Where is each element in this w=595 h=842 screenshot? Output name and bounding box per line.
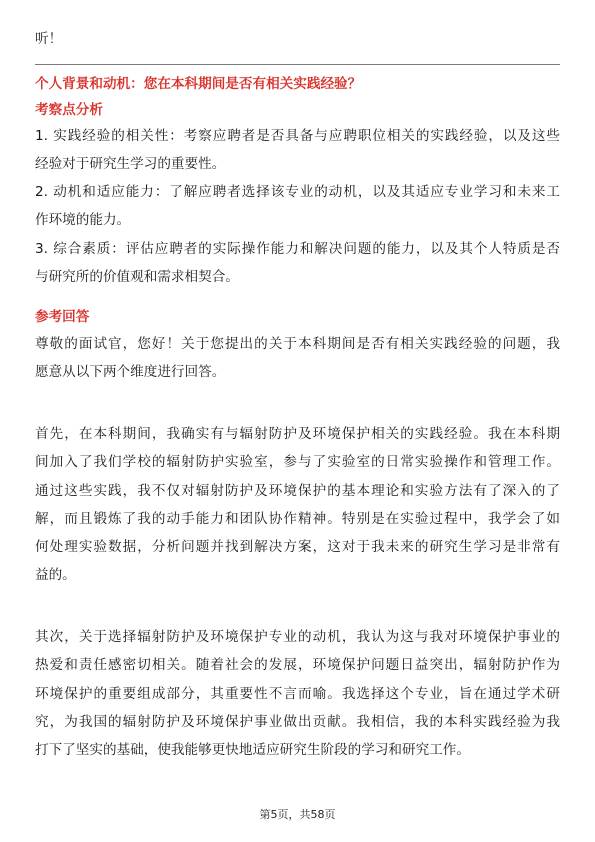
answer-intro-line: 愿意从以下两个维度进行回答。	[35, 364, 226, 380]
paragraph-1-line: 解，而且锻炼了我的动手能力和团队协作精神。特别是在实验过程中，我学会了如	[35, 511, 560, 527]
analysis-line: 2. 动机和适应能力：了解应聘者选择该专业的动机，以及其适应专业学习和未来工	[35, 184, 560, 200]
paragraph-2-line: 环境保护的重要组成部分，其重要性不言而喻。我选择这个专业，旨在通过学术研	[35, 686, 560, 702]
analysis-heading: 考察点分析	[35, 102, 103, 118]
paragraph-2-line: 究，为我国的辐射防护及环境保护事业做出贡献。我相信，我的本科实践经验为我	[35, 714, 560, 730]
paragraph-2-line: 热爱和责任感密切相关。随着社会的发展，环境保护问题日益突出，辐射防护作为	[35, 657, 560, 673]
question-title: 个人背景和动机：您在本科期间是否有相关实践经验？	[35, 76, 362, 92]
top-fragment: 听！	[35, 31, 63, 47]
paragraph-1-line: 首先，在本科期间，我确实有与辐射防护及环境保护相关的实践经验。我在本科期	[35, 426, 560, 442]
paragraph-2-line: 打下了坚实的基础，使我能够更快地适应研究生阶段的学习和研究工作。	[35, 742, 470, 758]
analysis-line: 经验对于研究生学习的重要性。	[35, 156, 226, 172]
paragraph-2-line: 其次，关于选择辐射防护及环境保护专业的动机，我认为这与我对环境保护事业的	[35, 629, 560, 645]
paragraph-1-line: 益的。	[35, 567, 76, 583]
answer-heading: 参考回答	[35, 309, 90, 325]
paragraph-1-line: 通过这些实践，我不仅对辐射防护及环境保护的基本理论和实验方法有了深入的了	[35, 483, 560, 499]
section-divider	[35, 64, 560, 65]
analysis-line: 1. 实践经验的相关性：考察应聘者是否具备与应聘职位相关的实践经验，以及这些	[35, 128, 560, 144]
page-number: 第5页，共58页	[259, 808, 336, 821]
paragraph-1-line: 何处理实验数据，分析问题并找到解决方案，这对于我未来的研究生学习是非常有	[35, 539, 560, 555]
answer-intro-line: 尊敬的面试官，您好！关于您提出的关于本科期间是否有相关实践经验的问题，我	[35, 336, 560, 352]
analysis-line: 与研究所的价值观和需求相契合。	[35, 269, 239, 285]
paragraph-1-line: 间加入了我们学校的辐射防护实验室，参与了实验室的日常实验操作和管理工作。	[35, 454, 560, 470]
analysis-line: 3. 综合素质：评估应聘者的实际操作能力和解决问题的能力，以及其个人特质是否	[35, 241, 560, 257]
analysis-line: 作环境的能力。	[35, 212, 131, 228]
